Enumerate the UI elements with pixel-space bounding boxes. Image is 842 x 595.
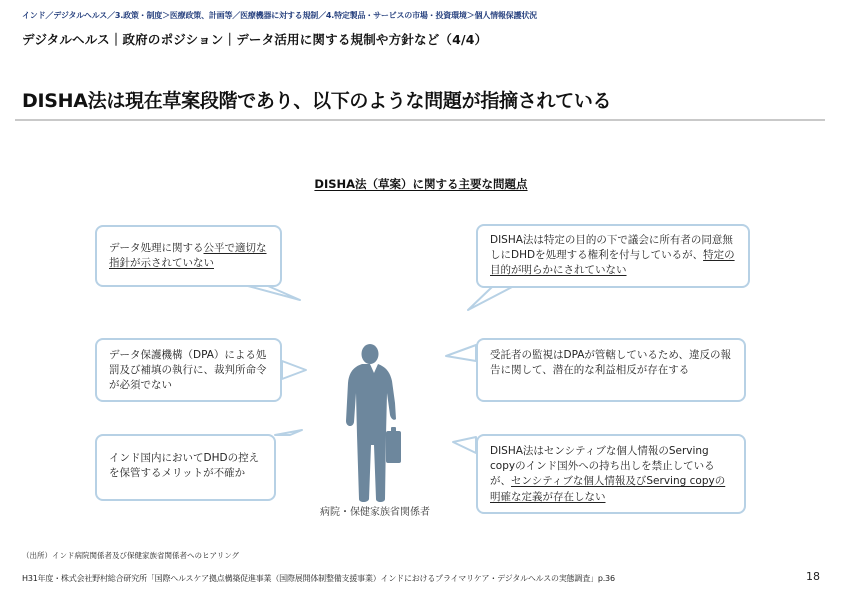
page-number: 18 <box>806 570 820 583</box>
bubble-right-2 <box>476 338 746 402</box>
bubble-left-1 <box>95 225 282 287</box>
bubble-right-3-text: DISHA法はセンシティブな個人情報のServing copyのインド国外への持ち出しを禁止しているが、 <box>490 445 715 488</box>
footer-credit: H31年度・株式会社野村総合研究所「国際ヘルスケア拠点構築促進事業（国際展開体制整備支援事業）インドにおけるプライマリケア・デジタルヘルスの実態調査」p.36 <box>22 574 615 583</box>
bubble-right-1 <box>476 224 750 288</box>
bubble-right-1-underlined: 特定の目的が明らかにされていない <box>490 249 735 277</box>
page-title: DISHA法は現在草案段階であり、以下のような問題が指摘されている <box>22 90 612 112</box>
bubble-tail-right-1 <box>468 287 512 310</box>
bubble-left-3 <box>95 434 276 501</box>
bubble-tail-left-3 <box>275 430 302 435</box>
bubble-tail-left-1 <box>248 286 300 300</box>
bubble-left-2 <box>95 338 282 402</box>
bubble-left-1-underlined: 公平で適切な指針が示されていない <box>109 242 267 270</box>
bubble-right-2-text: 受託者の監視はDPAが管轄しているため、違反の報告に関して、潜在的な利益相反が存在する <box>490 349 732 377</box>
diagram-heading: DISHA法（草案）に関する主要な問題点 <box>314 177 528 191</box>
source-note: （出所）インド病院関係者及び保健家族省関係者へのヒアリング <box>22 551 240 560</box>
bubble-right-3-underlined: センシティブな個人情報及びServing copyの明確な定義が存在しない <box>490 475 726 503</box>
bubble-left-1-text: データ処理に関する <box>109 242 204 254</box>
bubble-right-1-text: DISHA法は特定の目的の下で議会に所有者の同意無しにDHDを処理する権利を付与しているが、 <box>490 234 733 262</box>
person-label: 病院・保健家族省関係者 <box>320 507 430 518</box>
breadcrumb: インド／デジタルヘルス／3.政策・制度＞医療政策、計画等／医療機器に対する規制／4.特定製品・サービスの市場・投資環境＞個人情報保護状況 <box>22 11 537 20</box>
bubble-tail-right-3 <box>453 437 476 453</box>
bubble-tail-right-2 <box>446 345 476 361</box>
businessman-icon <box>343 343 405 503</box>
bubble-right-3 <box>476 434 746 514</box>
bubble-tail-left-2 <box>282 361 306 379</box>
title-divider <box>15 119 825 121</box>
bubble-left-3-text: インド国内においてDHDの控えを保管するメリットが不確か <box>109 452 260 480</box>
section-title: デジタルヘルス｜政府のポジション｜データ活用に関する規制や方針など（4/4） <box>22 32 488 47</box>
bubble-left-2-text: データ保護機構（DPA）による処罰及び補填の執行に、裁判所命令が必須でない <box>109 349 267 392</box>
